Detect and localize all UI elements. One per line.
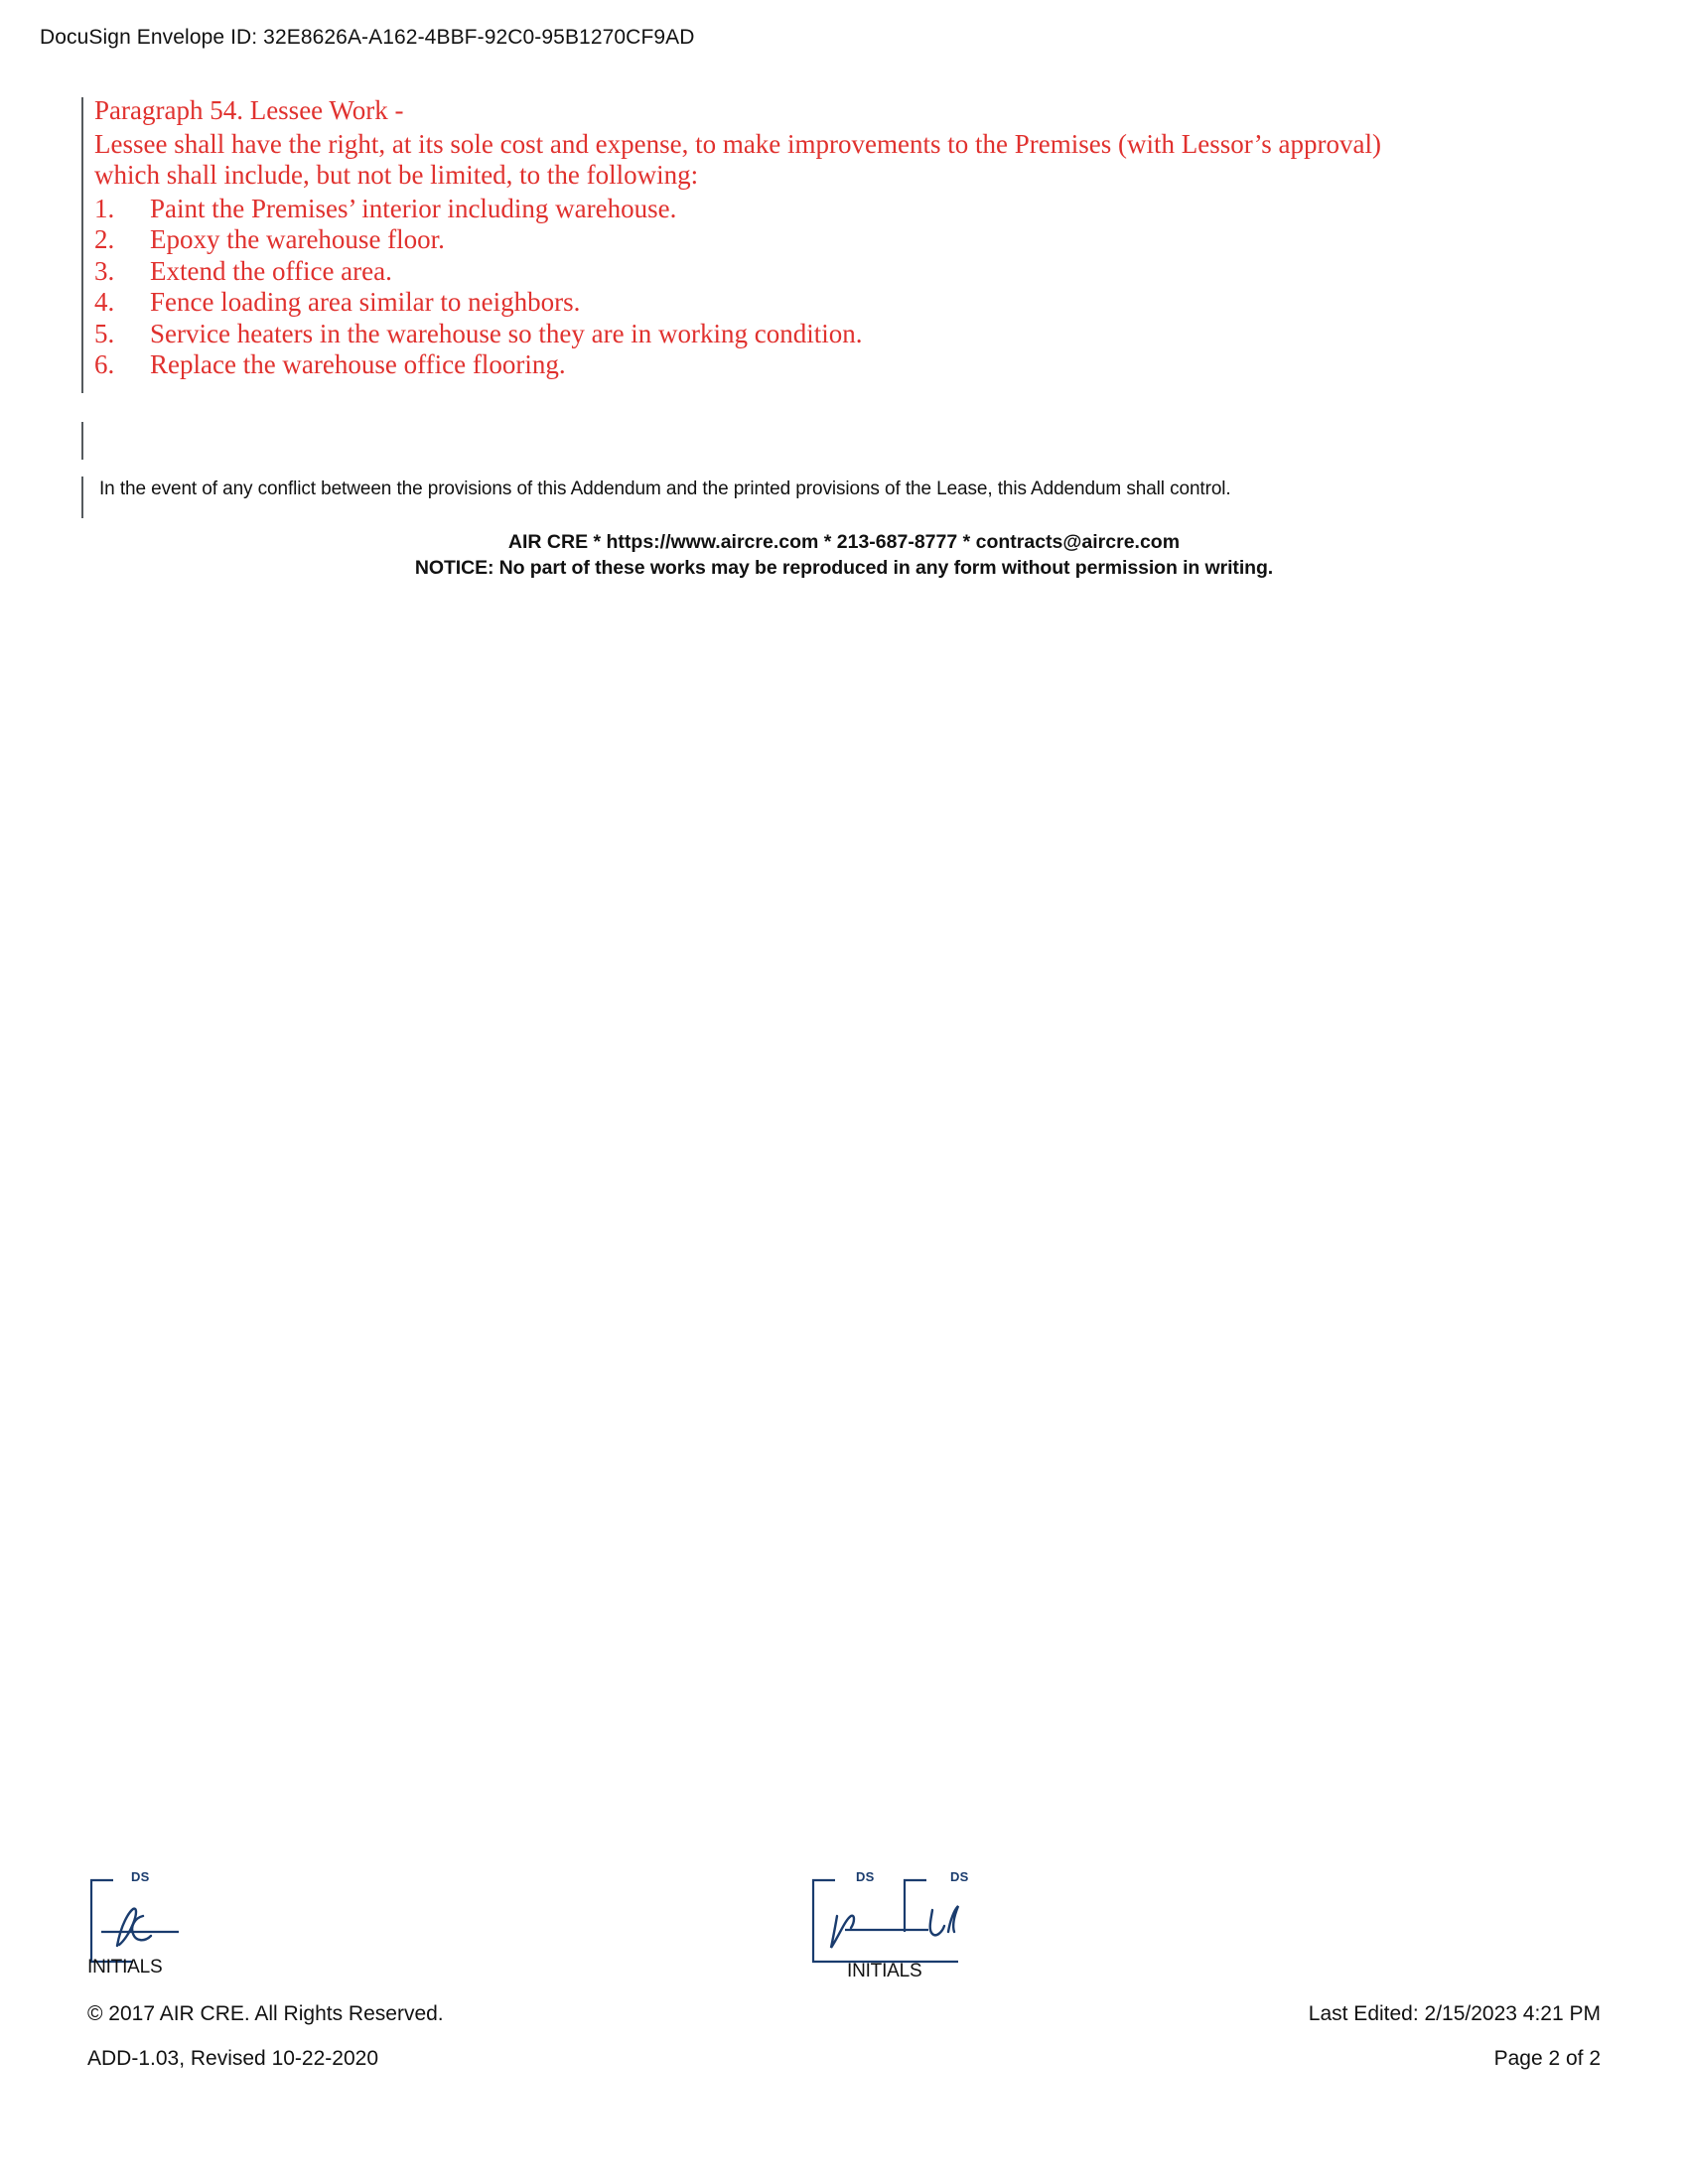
aircre-notice [0,529,1688,581]
footer-form-id: ADD-1.03, Revised 10-22-2020 [87,2047,378,2070]
list-item-number: 6. [94,349,115,379]
change-bar-middle [81,422,83,460]
footer-page-number: Page 2 of 2 [1493,2047,1601,2070]
list-item [94,194,1554,225]
change-bar-top [81,97,83,393]
list-item [94,319,1554,350]
list-item-number: 2. [94,224,115,254]
lead-line-1: Lessee shall have the right, at its sole cost and expense, to make improvements to the Premises (with Lessor’s approval) [94,128,1381,159]
lead-line-2: which shall include, but not be limited, to the following: [94,160,699,190]
list-item [94,349,1554,381]
lessee-work-section [94,95,1554,381]
change-bar-bottom [81,477,83,518]
list-item-text: Fence loading area similar to neighbors. [150,287,581,317]
list-item-number: 5. [94,318,115,348]
ds-tab-label-right-1: DS [856,1869,875,1884]
list-item [94,287,1554,319]
ds-tab-label-left: DS [131,1869,150,1884]
list-item-text: Extend the office area. [150,255,392,286]
footer-last-edited: Last Edited: 2/15/2023 4:21 PM [1308,2002,1601,2025]
notice-reproduction-line: NOTICE: No part of these works may be reproduced in any form without permission in writing. [414,557,1274,579]
list-item-number: 1. [94,193,115,223]
initials-label-right: INITIALS [847,1961,922,1981]
list-item-text: Replace the warehouse office flooring. [150,349,566,379]
initials-label-left: INITIALS [87,1957,163,1978]
docusign-envelope-id: DocuSign Envelope ID: 32E8626A-A162-4BBF-92C0-95B1270CF9AD [40,26,695,49]
list-item-number: 3. [94,255,115,286]
notice-contact-line: AIR CRE * https://www.aircre.com * 213-687-8777 * contracts@aircre.com [507,531,1181,553]
list-item-text: Service heaters in the warehouse so they are in working condition. [150,318,863,348]
list-item [94,256,1554,288]
list-item [94,224,1554,256]
list-item-text: Epoxy the warehouse floor. [150,224,445,254]
footer-copyright: © 2017 AIR CRE. All Rights Reserved. [87,2002,444,2025]
lessee-work-list [94,194,1554,381]
ds-tab-label-right-2: DS [950,1869,969,1884]
conflict-clause: In the event of any conflict between the provisions of this Addendum and the printed provisions of the Lease, this Addendum shall control. [99,478,1231,499]
paragraph-title: Paragraph 54. Lessee Work - [94,95,404,125]
list-item-text: Paint the Premises’ interior including warehouse. [150,193,677,223]
list-item-number: 4. [94,287,115,317]
